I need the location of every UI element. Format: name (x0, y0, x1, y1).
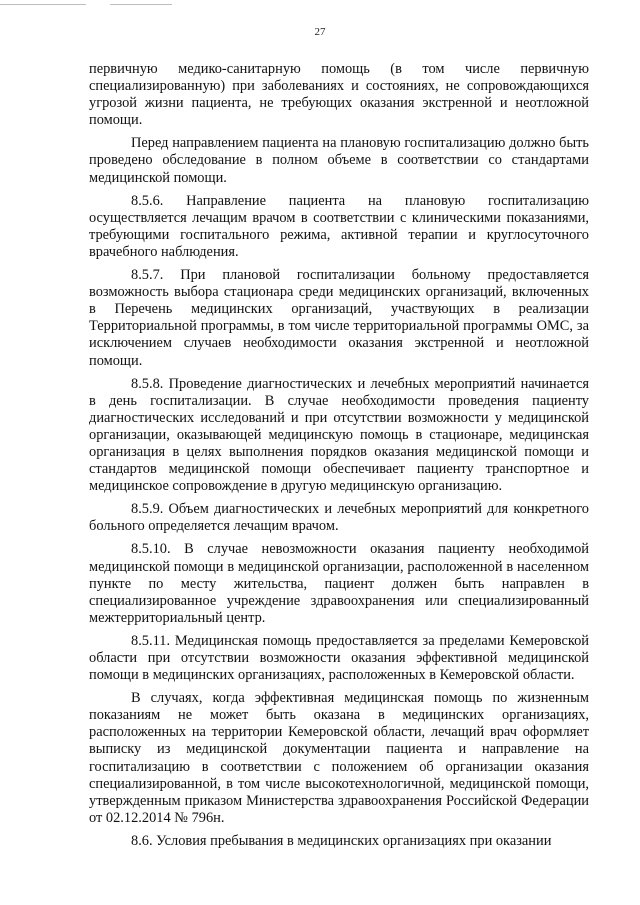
paragraph-continuation: первичную медико-санитарную помощь (в том числе первичную специализированную) при заболеваниях и состояниях, не сопровождающихся угрозой жизни пациента, не требующих оказания экстренной и неотложной помощи. (89, 61, 589, 129)
paragraph-referral: В случаях, когда эффективная медицинская помощь по жизненным показаниям не может быть оказана в медицинских организациях, расположенных на территории Кемеровской области, лечащий врач оформляет выписку из медицинской документации пациента и направление на госпитализацию в соответствии с положением об организации оказания специализированной, в том числе высокотехнологичной, медицинской помощи, утвержденным приказом Министерства здравоохранения Российской Федерации от 02.12.2014 № 796н. (89, 690, 589, 826)
paragraph-examination: Перед направлением пациента на плановую госпитализацию должно быть проведено обследование в полном объеме в соответствии со стандартами медицинской помощи. (89, 135, 589, 186)
paragraph-8-5-9: 8.5.9. Объем диагностических и лечебных мероприятий для конкретного больного определяется лечащим врачом. (89, 501, 589, 535)
paragraph-8-5-8: 8.5.8. Проведение диагностических и лечебных мероприятий начинается в день госпитализации. В случае необходимости проведения пациенту диагностических исследований и при отсутствии возможности у медицинской организации, оказывающей медицинскую помощь в стационаре, медицинская организация в целях выполнения порядков оказания медицинской помощи и стандартов медицинской помощи обеспечивает пациенту транспортное и медицинское сопровождение в другую медицинскую организацию. (89, 375, 589, 495)
paragraph-8-5-7: 8.5.7. При плановой госпитализации больному предоставляется возможность выбора стационара среди медицинских организаций, включенных в Перечень медицинских организаций, участвующих в реализации Территориальной программы, в том числе территориальной программы ОМС, за исключением случаев необходимости оказания экстренной и неотложной помощи. (89, 267, 589, 369)
paragraph-8-5-11: 8.5.11. Медицинская помощь предоставляется за пределами Кемеровской области при отсутствии возможности оказания эффективной медицинской помощи в медицинских организациях, расположенных в Кемеровской области. (89, 632, 589, 684)
paragraph-8-6: 8.6. Условия пребывания в медицинских организациях при оказании (131, 832, 552, 849)
document-body (89, 61, 589, 856)
scan-edge-line-right (110, 4, 172, 5)
paragraph-8-5-10: 8.5.10. В случае невозможности оказания пациенту необходимой медицинской помощи в медицинской организации, расположенной в населенном пункте по месту жительства, пациент должен быть направлен в специализированное учреждение здравоохранения или специализированный межтерриториальный центр. (89, 541, 589, 626)
paragraph-8-5-6: 8.5.6. Направление пациента на плановую госпитализацию осуществляется лечащим врачом в соответствии с клиническими показаниями, требующими госпитального режима, активной терапии и круглосуточного врачебного наблюдения. (89, 192, 589, 260)
scan-edge-line-left (0, 4, 86, 5)
page-number: 27 (314, 26, 326, 38)
